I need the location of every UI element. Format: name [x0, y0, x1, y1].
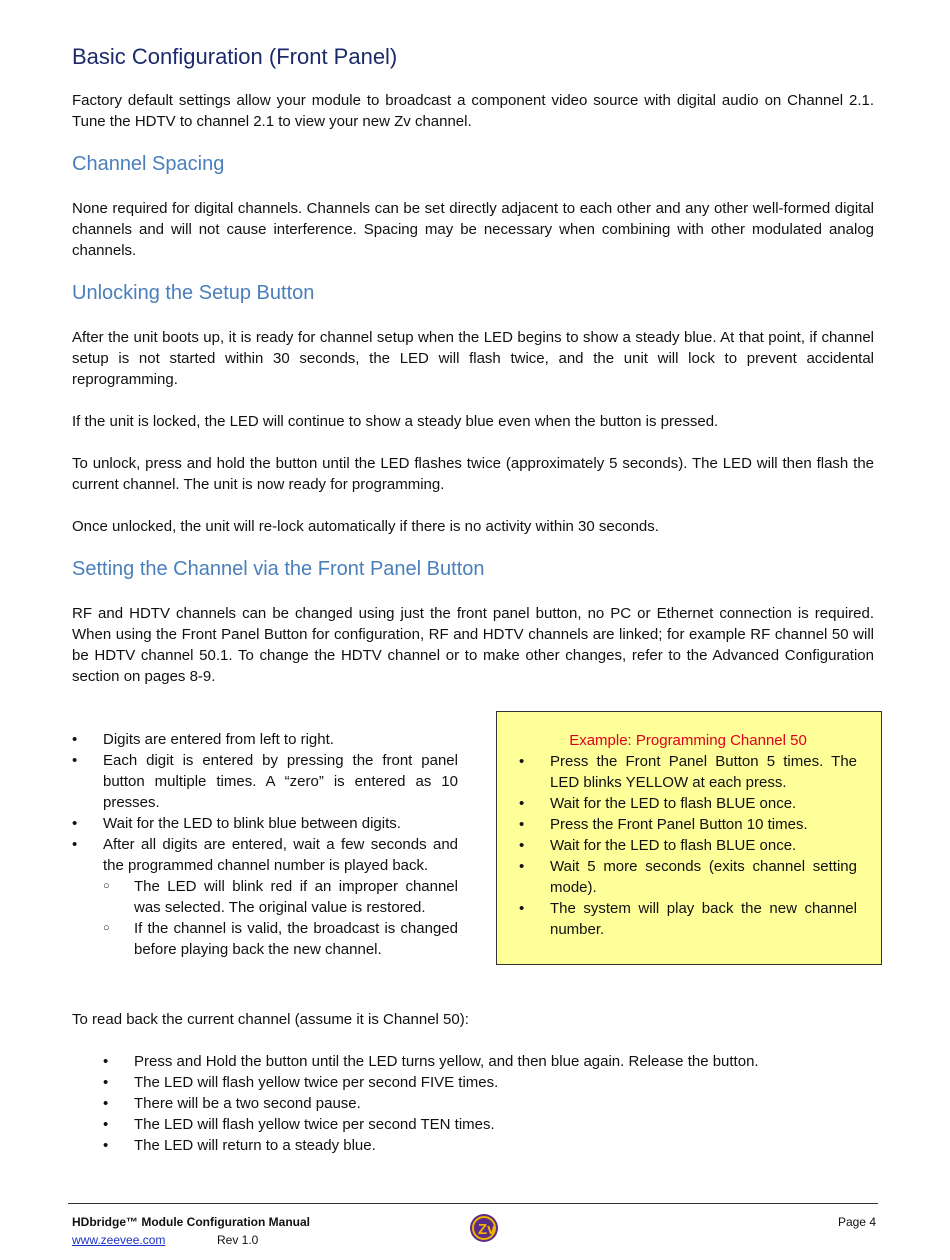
example-step: • Wait for the LED to flash BLUE once.	[519, 835, 857, 856]
section-heading-unlocking: Unlocking the Setup Button	[72, 282, 315, 304]
example-step: • Press the Front Panel Button 10 times.	[519, 814, 857, 835]
example-step: • The system will play back the new channel number.	[519, 898, 857, 940]
example-step: • Wait 5 more seconds (exits channel setting mode).	[519, 856, 857, 898]
example-step: • Press the Front Panel Button 5 times. The LED blinks YELLOW at each press.	[519, 751, 857, 793]
list-item: • Each digit is entered by pressing the front panel button multiple times. A “zero” is entered as 10 presses.	[72, 750, 458, 813]
unlocking-paragraph: After the unit boots up, it is ready for channel setup when the LED begins to show a steady blue. At that point, if channel setup is not started within 30 seconds, the LED will flash twice, and the unit will lock to prevent accidental reprogramming.	[72, 329, 874, 388]
example-box-title: Example: Programming Channel 50	[569, 732, 807, 749]
footer-divider	[68, 1203, 878, 1204]
intro-paragraph: Factory default settings allow your module to broadcast a component video source with digital audio on Channel 2.1. Tune the HDTV to channel 2.1 to view your new Zv channel.	[72, 92, 874, 130]
sub-list	[103, 876, 458, 960]
list-item: • Wait for the LED to blink blue between digits.	[72, 813, 458, 834]
list-item: • Digits are entered from left to right.	[72, 729, 458, 750]
footer-title: HDbridge™ Module Configuration Manual	[72, 1215, 310, 1229]
sub-list-item: ○ If the channel is valid, the broadcast is changed before playing back the new channel.	[103, 918, 458, 960]
digit-entry-list	[72, 729, 458, 960]
unlocking-paragraph: Once unlocked, the unit will re-lock automatically if there is no activity within 30 seconds.	[72, 518, 659, 535]
section-heading-channel-spacing: Channel Spacing	[72, 153, 225, 175]
readback-section	[72, 1009, 874, 1156]
list-item: • The LED will return to a steady blue.	[103, 1135, 874, 1156]
unlocking-paragraph: To unlock, press and hold the button until the LED flashes twice (approximately 5 seconds). The LED will then flash the current channel. The unit is now ready for programming.	[72, 455, 874, 493]
footer-left	[72, 1213, 310, 1249]
website-link[interactable]: www.zeevee.com	[72, 1233, 166, 1247]
zeevee-logo-icon	[468, 1212, 502, 1244]
revision-label: Rev 1.0	[217, 1233, 259, 1247]
setting-channel-paragraph: RF and HDTV channels can be changed using just the front panel button, no PC or Ethernet connection is required. When using the Front Panel Button for configuration, RF and HDTV channels are linked; for example RF channel 50 will be HDTV channel 50.1. To change the HDTV channel or to make other changes, refer to the Advanced Configuration section on pages 8-9.	[72, 605, 874, 685]
list-item: • The LED will flash yellow twice per second FIVE times.	[103, 1072, 874, 1093]
page-title: Basic Configuration (Front Panel)	[72, 44, 398, 69]
section-heading-setting-channel: Setting the Channel via the Front Panel Button	[72, 558, 485, 580]
sub-list-item: ○ The LED will blink red if an improper channel was selected. The original value is restored.	[103, 876, 458, 918]
list-item: • There will be a two second pause.	[103, 1093, 874, 1114]
channel-spacing-paragraph: None required for digital channels. Channels can be set directly adjacent to each other and any other well-formed digital channels and will not cause interference. Spacing may be necessary when combining with other modulated analog channels.	[72, 200, 874, 259]
list-item: • The LED will flash yellow twice per second TEN times.	[103, 1114, 874, 1135]
example-step: • Wait for the LED to flash BLUE once.	[519, 793, 857, 814]
two-column-section	[72, 729, 874, 1001]
list-item: • Press and Hold the button until the LED turns yellow, and then blue again. Release the button.	[103, 1051, 874, 1072]
logo-text: Zv	[478, 1221, 496, 1238]
list-item-text: After all digits are entered, wait a few seconds and the programmed channel number is played back.	[103, 836, 458, 874]
readback-intro: To read back the current channel (assume it is Channel 50):	[72, 1011, 469, 1028]
example-box	[496, 711, 882, 965]
list-item	[72, 834, 458, 960]
page-content	[72, 40, 874, 1156]
page-number: Page 4	[837, 1215, 876, 1229]
unlocking-paragraph: If the unit is locked, the LED will continue to show a steady blue even when the button is pressed.	[72, 413, 719, 430]
